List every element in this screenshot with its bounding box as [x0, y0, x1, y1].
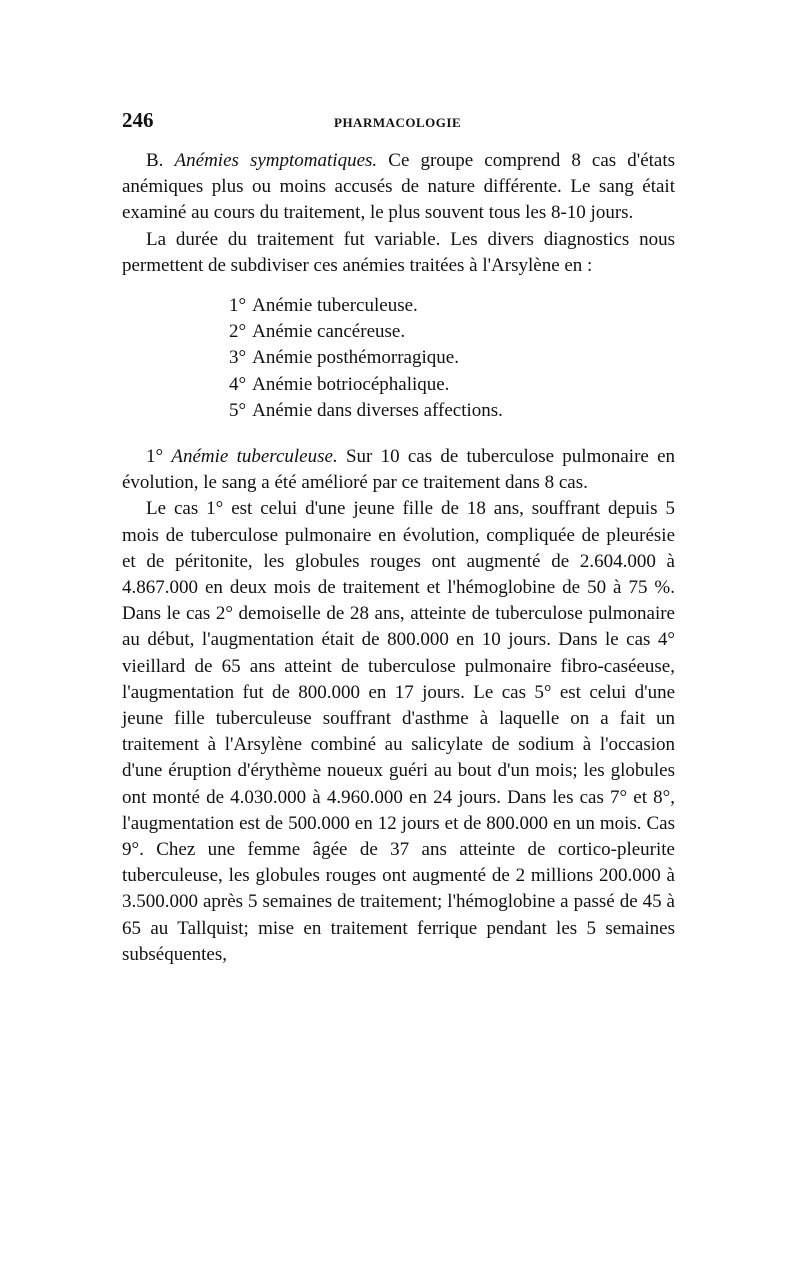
- section-b-text: Ce groupe comprend 8 cas d'états anémiques plus ou moins accusés de nature différente. Le sang était examiné au cours du traitement, le plus souvent tous les 8-10 jours.: [122, 150, 676, 224]
- list-marker: 1°: [229, 295, 247, 317]
- section-b-paragraph: [122, 148, 675, 227]
- list-item: [229, 345, 675, 371]
- body-paragraph: [122, 496, 675, 968]
- list-text: Anémie cancéreuse.: [252, 321, 406, 343]
- page-header: [122, 108, 675, 138]
- page-number: 246: [122, 108, 154, 132]
- list-marker: 2°: [229, 321, 247, 343]
- anemia-list: [122, 293, 675, 424]
- body-text: Le cas 1° est celui d'une jeune fille de 18 ans, souffrant depuis 5 mois de tuberculose pulmonaire en évolution, compliquée de pleurésie et de péritonite, les globules rouges ont augmenté de 2.604.000 à 4.867.000 en deux mois de traitement et l'hémoglobine de 50 à 75 %. Dans le cas 2° demoiselle de 28 ans, atteinte de tuberculose pulmonaire au début, l'augmentation était de 800.000 en 10 jours. Dans le cas 4° vieillard de 65 ans atteint de tuberculose pulmonaire fibro-caséeuse, l'augmentation fut de 800.000 en 17 jours. Le cas 5° est celui d'une jeune fille tuberculeuse souffrant d'asthme à laquelle on a fait un traitement à l'Arsylène combiné au salicylate de sodium à l'occasion d'une éruption d'érythème noueux guéri au bout d'un mois; les globules ont monté de 4.030.000 à 4.960.000 en 24 jours. Dans les cas 7° et 8°, l'augmentation est de 500.000 en 12 jours et de 800.000 en un mois. Cas 9°. Chez une femme âgée de 37 ans atteinte de cortico-pleurite tuberculeuse, les globules rouges ont augmenté de 2 millions 200.000 à 3.500.000 après 5 semaines de traitement; l'hémoglobine a passé de 45 à 65 au Tallquist; mise en traitement ferrique pendant les 5 semaines subséquentes,: [122, 498, 675, 965]
- list-text: Anémie botriocéphalique.: [252, 373, 450, 395]
- list-marker: 5°: [229, 399, 247, 421]
- list-item: [229, 319, 675, 345]
- list-text: Anémie posthémorragique.: [252, 347, 459, 369]
- list-text: Anémie dans diverses affections.: [252, 399, 503, 421]
- running-title: PHARMACOLOGIE: [334, 115, 462, 130]
- section-1-text: Sur 10 cas de tuberculose pulmonaire en évolution, le sang a été amélioré par ce traitement dans 8 cas.: [122, 446, 676, 494]
- intro-paragraph: [122, 227, 675, 279]
- intro-text: La durée du traitement fut variable. Les divers diagnostics nous permettent de subdiviser ces anémies traitées à l'Arsylène en :: [122, 228, 675, 276]
- list-marker: 4°: [229, 373, 247, 395]
- list-item: [229, 398, 675, 424]
- book-page: [122, 108, 675, 968]
- list-item: [229, 293, 675, 319]
- list-item: [229, 372, 675, 398]
- list-marker: 3°: [229, 347, 247, 369]
- section-b-label: B.: [146, 150, 164, 171]
- list-text: Anémie tuberculeuse.: [252, 295, 418, 317]
- section-b-title: Anémies symptomatiques.: [174, 150, 378, 171]
- section-1-title: Anémie tuberculeuse.: [171, 446, 338, 468]
- section-1-label: 1°: [146, 446, 164, 468]
- section-1-paragraph: [122, 444, 675, 496]
